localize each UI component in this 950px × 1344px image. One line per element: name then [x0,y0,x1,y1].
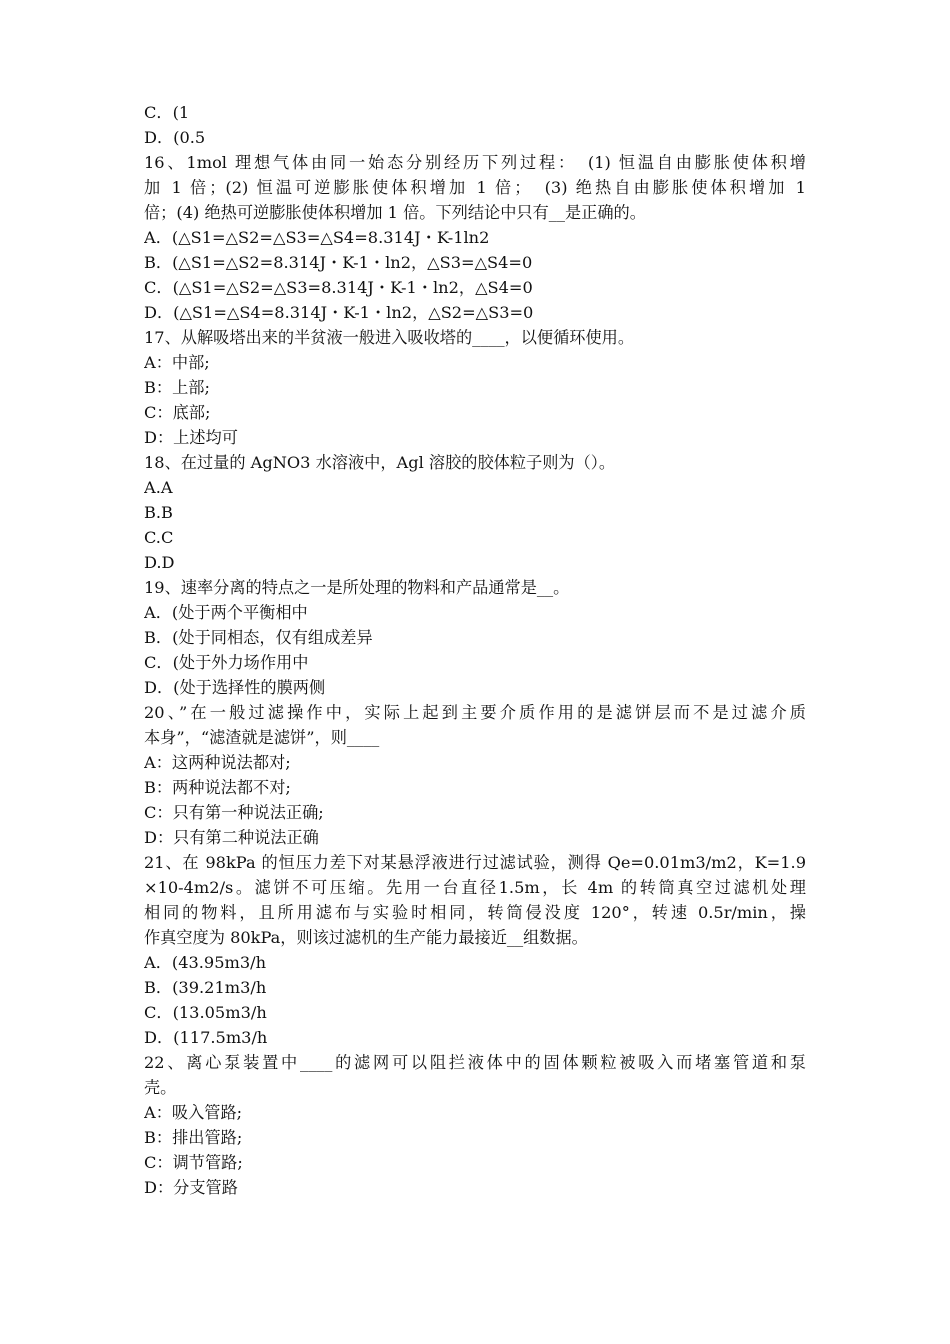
text-line: C．(13.05m3/h [144,1003,267,1022]
text-line: 19、速率分离的特点之一是所处理的物料和产品通常是__。 [144,578,570,597]
text-line: D．(0.5 [144,128,206,147]
text-line: B．(处于同相态，仅有组成差异 [144,628,373,647]
text-line: C：只有第一种说法正确; [144,803,324,822]
text-line: 17、从解吸塔出来的半贫液一般进入吸收塔的____，以便循环使用。 [144,328,635,347]
text-line: A：这两种说法都对; [144,753,291,772]
text-line: D：上述均可 [144,428,238,447]
text-line: 本身”，“滤渣就是滤饼”，则____ [144,728,380,747]
text-line: C：调节管路; [144,1153,243,1172]
document-page [144,100,806,1200]
text-line: 16、1mol 理想气体由同一始态分别经历下列过程： (1) 恒温自由膨胀使体积增 [144,153,806,172]
text-line: D．(117.5m3/h [144,1028,268,1047]
text-line: B．(△S1=△S2=8.314J・K-1・ln2，△S3=△S4=0 [144,253,533,272]
text-line: 18、在过量的 AgNO3 水溶液中，Agl 溶胶的胶体粒子则为（）。 [144,453,616,472]
text-line: 21、在 98kPa 的恒压力差下对某悬浮液进行过滤试验，测得 Qe=0.01m3/m2，K=1.9 [144,853,806,872]
text-line: D：只有第二种说法正确 [144,828,319,847]
text-line: D．(△S1=△S4=8.314J・K-1・ln2，△S2=△S3=0 [144,303,534,322]
text-line: D．(处于选择性的膜两侧 [144,678,326,697]
text-line: C．(1 [144,103,190,122]
text-line: 倍；(4) 绝热可逆膨胀使体积增加 1 倍。下列结论中只有__是正确的。 [144,203,646,222]
text-line: A：中部; [144,353,210,372]
text-line: A．(处于两个平衡相中 [144,603,308,622]
text-line: A：吸入管路; [144,1103,243,1122]
text-line: A．(△S1=△S2=△S3=△S4=8.314J・K-1ln2 [144,228,490,247]
text-line: D：分支管路 [144,1178,238,1197]
text-line: C.C [144,528,174,547]
text-line: C．(处于外力场作用中 [144,653,309,672]
text-line: ×10-4m2/s。滤饼不可压缩。先用一台直径1.5m，长 4m 的转筒真空过滤机处理 [144,878,806,897]
text-line: A．(43.95m3/h [144,953,267,972]
text-line: C．(△S1=△S2=△S3=8.314J・K-1・ln2，△S4=0 [144,278,533,297]
text-line: 壳。 [144,1078,177,1097]
text-line: B．(39.21m3/h [144,978,267,997]
text-line: B：上部; [144,378,210,397]
text-line: B：两种说法都不对; [144,778,291,797]
text-line: 作真空度为 80kPa，则该过滤机的生产能力最接近__组数据。 [144,928,588,947]
text-line: A.A [144,478,173,497]
text-line: C：底部; [144,403,211,422]
text-line: 20、”在一般过滤操作中，实际上起到主要介质作用的是滤饼层而不是过滤介质 [144,703,806,722]
text-line: D.D [144,553,175,572]
text-line: 加 1 倍；(2) 恒温可逆膨胀使体积增加 1 倍； (3) 绝热自由膨胀使体积增加 1 [144,178,806,197]
text-line: 22、离心泵装置中____的滤网可以阻拦液体中的固体颗粒被吸入而堵塞管道和泵 [144,1053,806,1072]
text-line: 相同的物料，且所用滤布与实验时相同，转筒侵没度 120°，转速 0.5r/min，操 [144,903,806,922]
text-line: B：排出管路; [144,1128,243,1147]
text-line: B.B [144,503,173,522]
